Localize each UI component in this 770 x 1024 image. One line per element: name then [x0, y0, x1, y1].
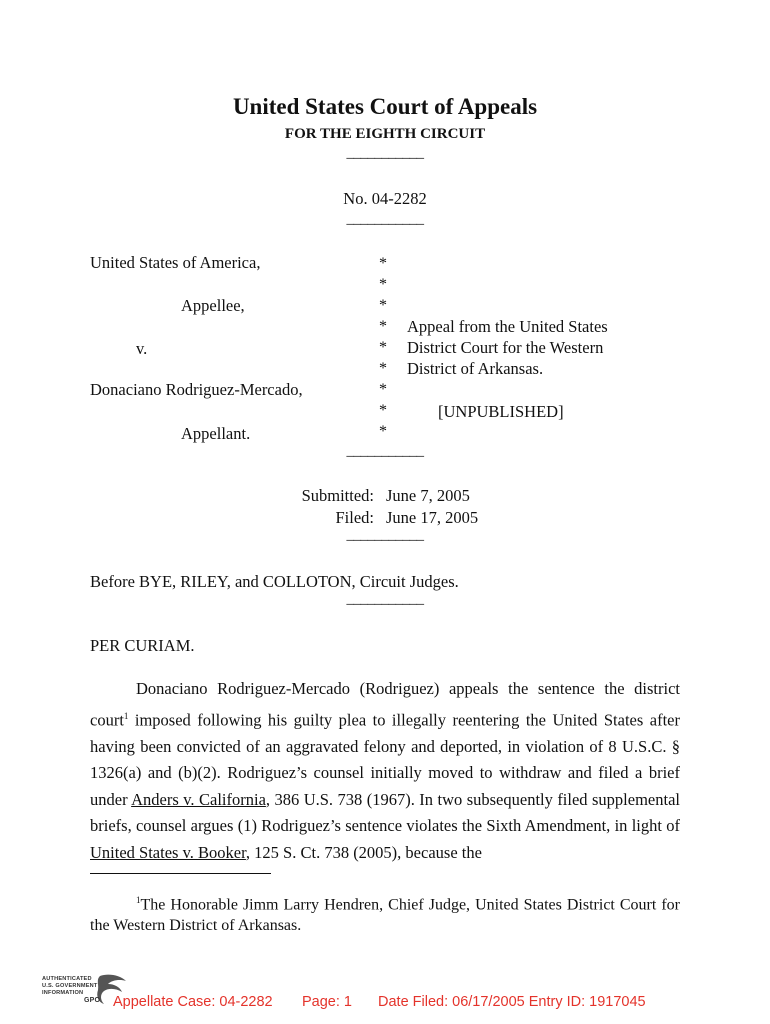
appellant-party-name: Donaciano Rodriguez-Mercado,: [90, 380, 303, 399]
versus-label: v.: [136, 339, 148, 358]
opinion-text: imposed following his guilty plea to illegally reentering the United States after having been convicted of an aggravated felony and deported, in violation of 8 U.S.C. § 1326(a) and (b)(2). Rodriguez’s counsel initially moved to withdraw and filed a brief under: [90, 710, 680, 809]
appeal-from-line-3: District of Arkansas.: [407, 359, 544, 378]
unpublished-label: [UNPUBLISHED]: [438, 402, 564, 421]
filed-label: Filed:: [335, 508, 374, 527]
stamp-date-filed-entry: Date Filed: 06/17/2005 Entry ID: 1917045: [378, 994, 646, 1010]
case-number: No. 04-2282: [343, 189, 427, 208]
footnote-separator: [90, 873, 271, 874]
divider-rule: ___________: [346, 211, 424, 227]
opinion-text: , 125 S. Ct. 738 (2005), because the: [245, 842, 482, 862]
stamp-page-number: Page: 1: [302, 994, 352, 1010]
appellant-role: Appellant.: [181, 424, 251, 443]
logo-gpo-mark: GPO: [84, 997, 101, 1004]
footnote-marker: 1: [136, 895, 141, 905]
appeal-from-line-2: District Court for the Western: [407, 338, 604, 357]
footnote: [90, 890, 680, 936]
opinion-paragraph: [90, 676, 680, 866]
panel-judges: Before BYE, RILEY, and COLLOTON, Circuit Judges.: [90, 572, 459, 591]
appellee-party-name: United States of America,: [90, 253, 261, 272]
caption-asterisk-column: * * * * * * * * *: [379, 255, 387, 440]
divider-rule: ___________: [346, 145, 424, 161]
appellee-role: Appellee,: [181, 296, 245, 315]
footnote-reference: 1: [123, 710, 129, 721]
filed-date: June 17, 2005: [386, 508, 479, 527]
opinion-text: , 386 U.S. 738 (1967). In two subsequently filed supplemental briefs, counsel argues (1) Rodriguez’s sentence violates the Sixth Amendment, in light of: [90, 789, 680, 835]
stamp-case-number: Appellate Case: 04-2282: [113, 994, 273, 1010]
opinion-text: Donaciano Rodriguez-Mercado (Rodriguez) appeals the sentence the district court: [90, 679, 680, 729]
submitted-date: June 7, 2005: [386, 486, 470, 505]
appeal-from-line-1: Appeal from the United States: [407, 317, 608, 336]
case-citation-booker: United States v. Booker: [90, 842, 246, 862]
per-curiam-heading: PER CURIAM.: [90, 636, 195, 655]
divider-rule: ___________: [346, 527, 424, 543]
submitted-label: Submitted:: [301, 486, 374, 505]
divider-rule: ___________: [346, 591, 424, 607]
case-citation-anders: Anders v. California: [131, 789, 266, 809]
divider-rule: ___________: [346, 443, 424, 459]
logo-text: U.S. GOVERNMENT: [42, 983, 98, 989]
logo-text: AUTHENTICATED: [42, 976, 92, 982]
circuit-subtitle: FOR THE EIGHTH CIRCUIT: [284, 126, 486, 142]
footnote-text: The Honorable Jimm Larry Hendren, Chief Judge, United States District Court for the Western District of Arkansas.: [90, 896, 680, 935]
court-title: United States Court of Appeals: [232, 94, 538, 119]
logo-text: INFORMATION: [42, 990, 84, 996]
